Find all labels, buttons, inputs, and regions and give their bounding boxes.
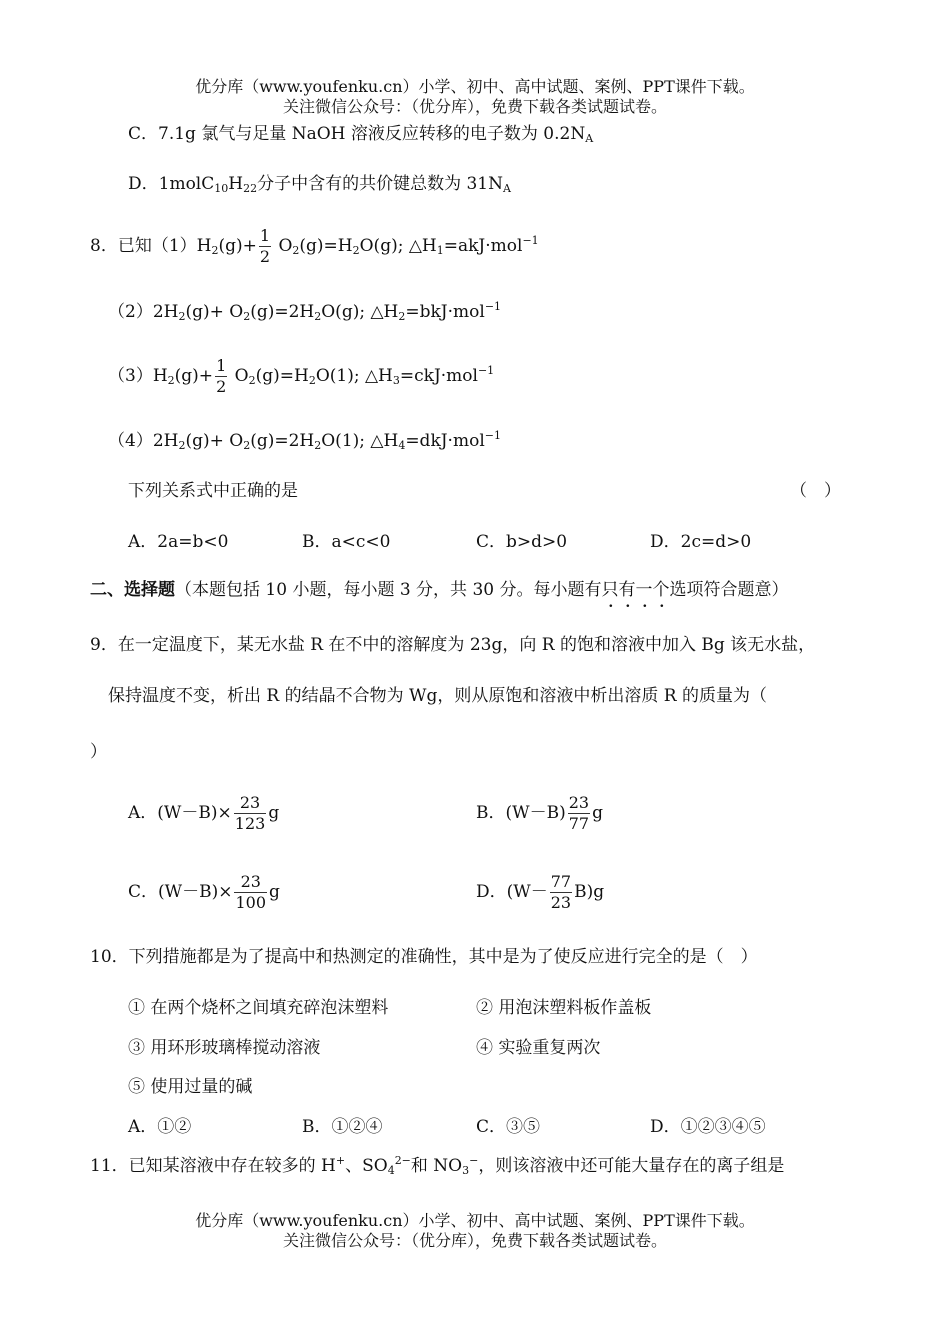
q10-option-a: A．①② [128,1117,192,1137]
q8-equation-1: 8．已知$(1)H_2(g)+$ $\frac{1}{2}$ $O_2(g)=H_2O(g)$; $\triangle H_1=akJ\cdot mol^{-1}$ [90,226,539,266]
q8-answer-paren: （ ） [790,481,841,501]
q9-option-d: D．(W－ $\frac{77}{23}$ B)g [476,872,605,912]
header-line-2: 关注微信公众号：（优分库），免费下载各类试题试卷。 [282,97,667,116]
q10-option-b: B．①②④ [302,1117,383,1137]
fraction: $\frac{23}{123}$ [234,793,266,833]
fraction: $\frac{23}{77}$ [568,793,590,833]
q10-item-3: ③ 用环形玻璃棒搅动溶液 [128,1038,321,1058]
q8-option-d: D．2c=d>0 [650,532,752,552]
q7-option-c: C．7.1g 氯气与足量 NaOH 溶液反应转移的电子数为 $0.2N_A$ [128,124,594,145]
q10-item-5: ⑤ 使用过量的碱 [128,1077,253,1097]
footer-line-1: 优分库（www.youfenku.cn）小学、初中、高中试题、案例、PPT课件下载。 [195,1211,755,1230]
q9-option-a: A．(W－B)× $\frac{23}{123}$ g [128,793,280,833]
q11-stem: 11．已知某溶液中存在较多的 H+、$SO_4^{2-}$和 $NO_3^-$，则该溶液中还可能大量存在的离子组是 [90,1154,785,1177]
q8-option-c: C．b>d>0 [476,532,568,552]
q10-stem: 10．下列措施都是为了提高中和热测定的准确性，其中是为了使反应进行完全的是（ ） [90,947,758,967]
header-line-1: 优分库（www.youfenku.cn）小学、初中、高中试题、案例、PPT课件下载。 [195,77,755,96]
q9-option-c: C．(W－B)× $\frac{23}{100}$ g [128,872,280,912]
q9-option-b: B．(W－B) $\frac{23}{77}$ g [476,793,603,833]
q10-item-2: ② 用泡沫塑料板作盖板 [476,998,652,1018]
fraction: $\frac{23}{100}$ [235,872,267,912]
fraction: $\frac{1}{2}$ [216,356,227,396]
fraction: $\frac{1}{2}$ [259,226,271,266]
section-2-heading: 二、选择题（本题包括 10 小题，每小题 3 分，共 30 分。每小题有只有一个选项符合题意） [90,580,789,600]
q8-option-a: A．2a=b<0 [128,532,229,552]
q8-equation-4: $(4)2H_2(g)+ O_2(g)=2H_2O(1)$; $\triangle H_4=dkJ\cdot mol^{-1}$ [108,429,501,452]
q8-stem: 下列关系式中正确的是 [128,481,298,501]
fraction: $\frac{77}{23}$ [550,872,572,912]
q8-equation-3: $(3)H_2(g)+$ $\frac{1}{2}$ $O_2(g)=H_2O(1)$; $\triangle H_3=ckJ\cdot mol^{-1}$ [108,356,495,396]
q10-option-c: C．③⑤ [476,1117,541,1137]
q10-item-4: ④ 实验重复两次 [476,1038,601,1058]
q8-equation-2: $(2)2H_2(g)+ O_2(g)=2H_2O(g)$; $\triangle H_2=bkJ\cdot mol^{-1}$ [108,300,502,323]
q9-line-1: 9．在一定温度下，某无水盐 R 在不中的溶解度为 23g，向 R 的饱和溶液中加入 Bg 该无水盐， [90,635,816,655]
q9-line-3: ） [90,742,107,762]
q10-option-d: D．①②③④⑤ [650,1117,766,1137]
q10-item-1: ① 在两个烧杯之间填充碎泡沫塑料 [128,998,389,1018]
q7-option-d: D．$1molC_{10}H_{22}$分子中含有的共价键总数为 $31N_A$ [128,174,511,195]
q8-option-b: B．a<c<0 [302,532,391,552]
footer-line-2: 关注微信公众号：（优分库），免费下载各类试题试卷。 [282,1231,667,1250]
q9-line-2: 保持温度不变，析出 R 的结晶不合物为 Wg，则从原饱和溶液中析出溶质 R 的质量为（ [108,686,767,706]
